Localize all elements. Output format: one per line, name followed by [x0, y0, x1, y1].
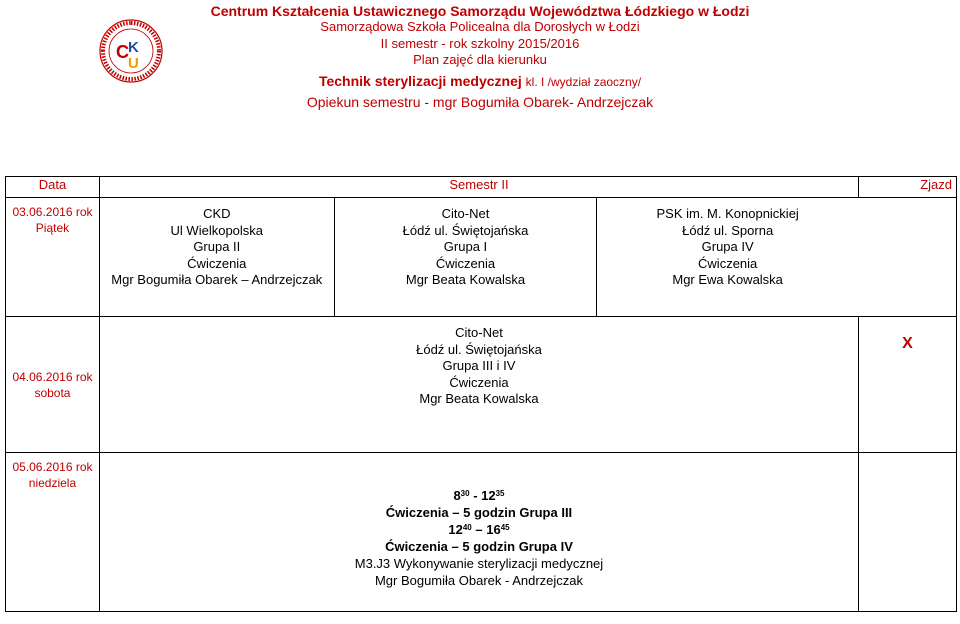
header-zjazd: Zjazd: [859, 177, 957, 198]
address: Łódź ul. Świętojańska: [416, 341, 542, 357]
course-class: kl. I /wydział zaoczny/: [525, 75, 642, 89]
header-data: Data: [6, 177, 100, 198]
institution-name: Centrum Kształcenia Ustawicznego Samorządu Województwa Łódzkiego w Łodzi: [210, 3, 750, 19]
group: Grupa I: [443, 239, 488, 254]
table-row: [6, 198, 957, 317]
class-type: Ćwiczenia: [449, 374, 509, 390]
module: M3.J3 Wykonywanie sterylizacji medycznej: [354, 556, 604, 571]
teacher: Mgr Beata Kowalska: [419, 391, 539, 406]
address: Ul Wielkopolska: [170, 222, 264, 238]
table-row: [6, 453, 957, 612]
zjazd-mark: X: [859, 317, 957, 453]
svg-text:U: U: [128, 55, 139, 72]
date-cell: [6, 198, 100, 317]
table-header-row: [6, 177, 957, 198]
address: Łódź ul. Świętojańska: [402, 222, 529, 238]
class-type: Ćwiczenia: [435, 255, 496, 271]
place: Cito-Net: [455, 325, 503, 340]
plan-title: Plan zajęć dla kierunku: [413, 52, 547, 67]
table-row: [6, 317, 957, 453]
zjazd-cell: [859, 453, 957, 612]
session-cell: [597, 198, 957, 317]
place: CKD: [203, 206, 231, 221]
date-cell: [6, 453, 100, 612]
teacher: Mgr Ewa Kowalska: [672, 272, 783, 287]
date-text: 04.06.2016 rok: [12, 369, 93, 384]
svg-text:K: K: [128, 39, 139, 56]
time-range-1: $8^{30} - 12^{35}$: [453, 488, 505, 503]
place: Cito-Net: [441, 206, 490, 221]
session-1: Ćwiczenia – 5 godzin Grupa III: [385, 505, 573, 520]
day-text: sobota: [34, 385, 71, 400]
time-range-2: $12^{40} - 16^{45}$: [448, 522, 510, 537]
session-cell: [334, 198, 597, 317]
teacher: Mgr Bogumiła Obarek - Andrzejczak: [374, 573, 584, 588]
course-name: Technik sterylizacji medycznej: [318, 73, 522, 89]
session-cell: [99, 453, 858, 612]
class-type: Ćwiczenia: [698, 255, 758, 271]
date-text: 05.06.2016 rok: [12, 460, 93, 474]
group: Grupa II: [193, 239, 241, 254]
svg-text:C: C: [116, 42, 129, 62]
address: Łódź ul. Sporna: [682, 222, 774, 238]
teacher: Mgr Bogumiła Obarek – Andrzejczak: [111, 272, 323, 287]
group: Grupa III i IV: [442, 358, 516, 373]
semester-supervisor: Opiekun semestru - mgr Bogumiła Obarek- Andrzejczak: [306, 94, 654, 110]
class-type: Ćwiczenia: [187, 255, 247, 271]
document-header: [0, 0, 960, 130]
place: PSK im. M. Konopnickiej: [656, 206, 799, 221]
semester-line: II semestr - rok szkolny 2015/2016: [380, 36, 580, 51]
session-cell: [99, 317, 858, 453]
course-line: [0, 73, 960, 89]
teacher: Mgr Beata Kowalska: [405, 272, 526, 287]
session-cell: [99, 198, 334, 317]
school-name: Samorządowa Szkoła Policealna dla Dorosłych w Łodzi: [320, 19, 640, 34]
session-2: Ćwiczenia – 5 godzin Grupa IV: [385, 539, 573, 554]
header-semestr: Semestr II: [99, 177, 858, 198]
schedule-table: [5, 176, 957, 612]
day-text: Piątek: [35, 221, 70, 235]
day-text: niedziela: [28, 476, 77, 490]
group: Grupa IV: [701, 239, 754, 254]
date-text: 03.06.2016 rok: [12, 205, 93, 219]
date-cell: [6, 317, 100, 453]
